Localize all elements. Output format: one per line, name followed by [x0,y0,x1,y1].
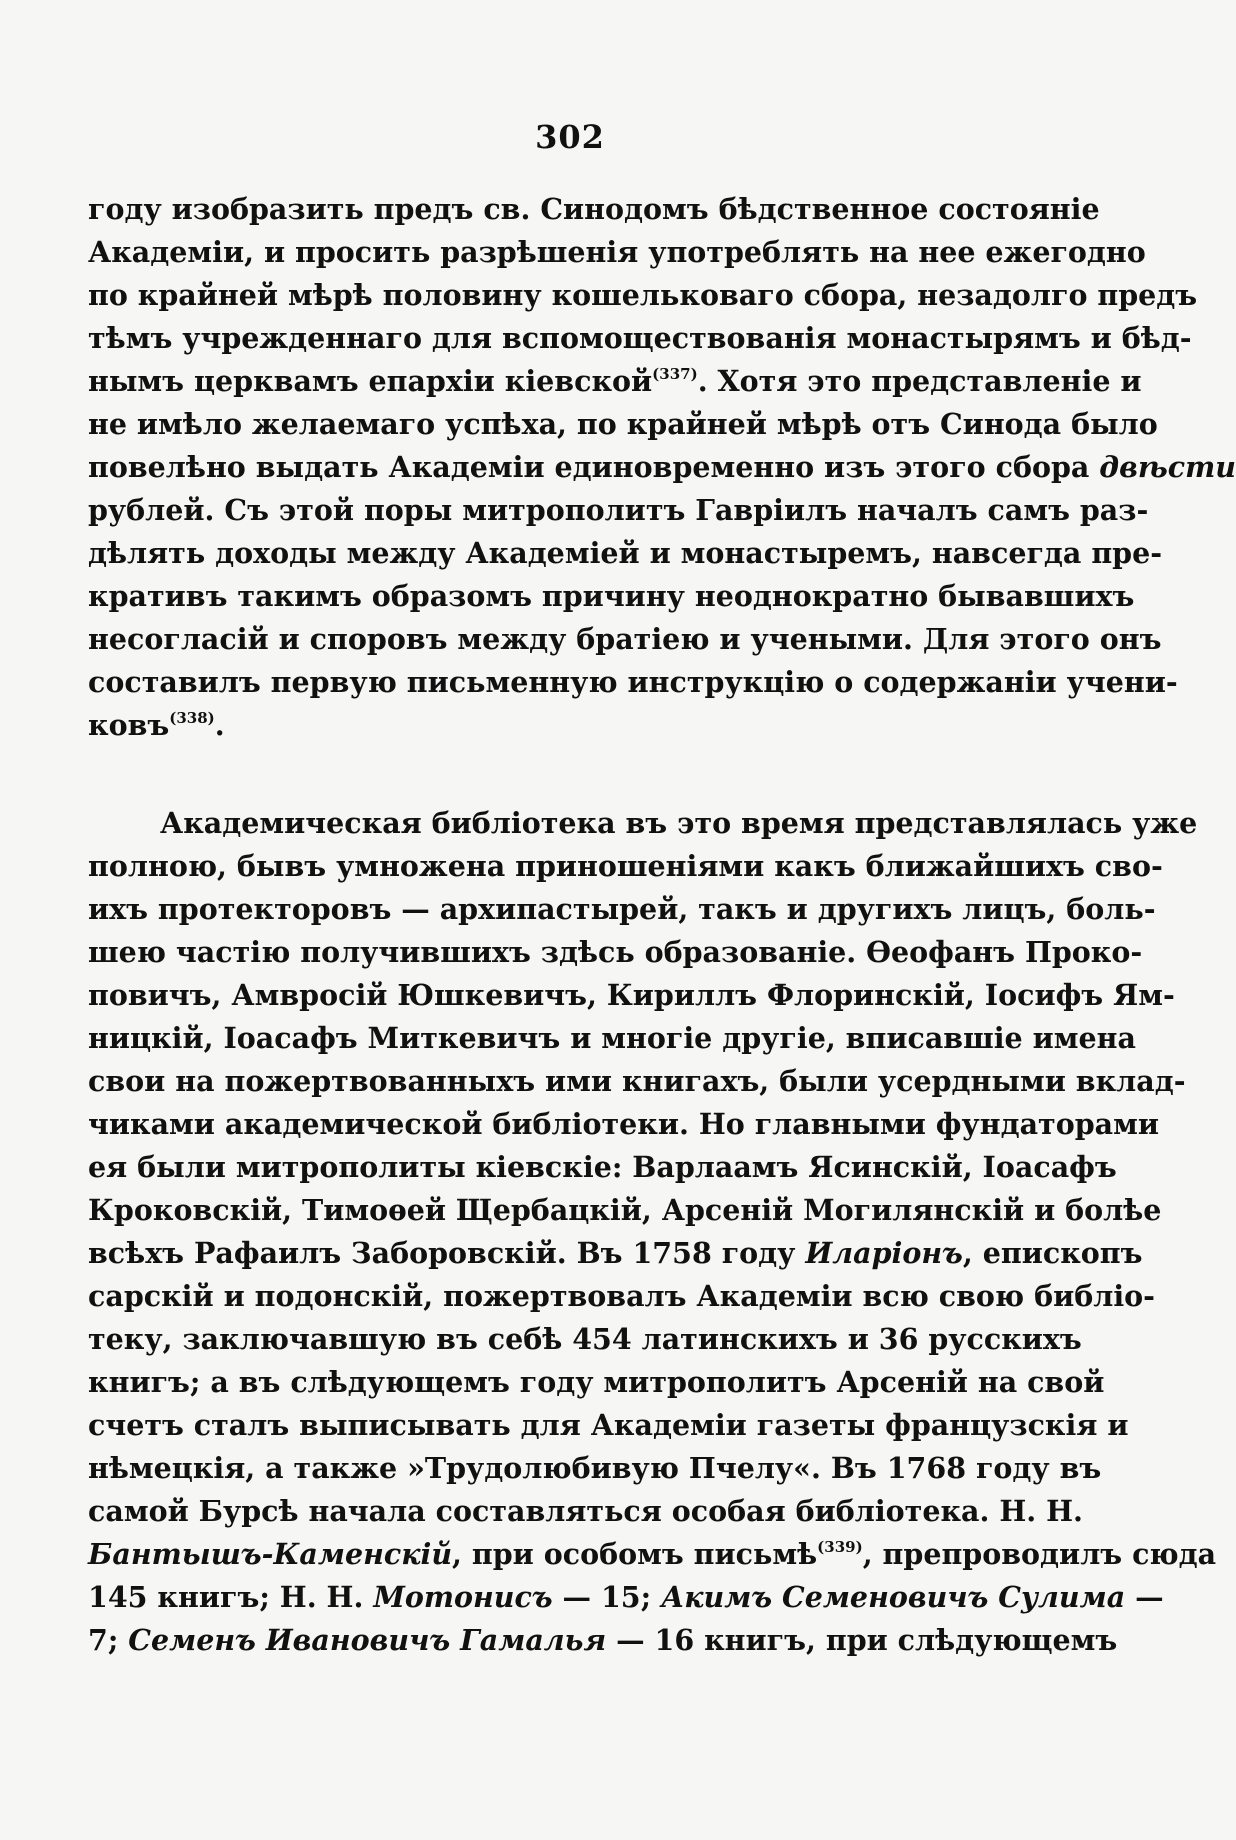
text-line [88,1189,1162,1232]
line-text: нымъ церквамъ епархіи кіевской [88,364,653,398]
line-text: по крайней мѣрѣ половину кошельковаго сбора, незадолго предъ [88,278,1198,312]
line-text: , епископъ [962,1236,1143,1270]
text-line [88,1533,1217,1576]
text-line [88,1103,1160,1146]
line-text: сарскій и подонскій, пожертвовалъ Академіи всю свою библіо- [88,1279,1155,1313]
line-text: шею частію получившихъ здѣсь образованіе. Ѳеофанъ Проко- [88,935,1143,969]
line-text: , при особомъ письмѣ [452,1537,818,1571]
italic-name: Бантышъ-Каменскій [88,1537,453,1571]
line-text: 145 книгъ; Н. Н. [88,1580,374,1614]
line-text: Кроковскій, Тимоѳей Щербацкій, Арсеній Могилянскій и болѣе [88,1193,1162,1227]
paragraph-2 [88,802,1217,1662]
line-text: несогласій и споровъ между братіею и учеными. Для этого онъ [88,622,1162,656]
text-line [88,575,1135,618]
line-text: повичъ, Амвросій Юшкевичъ, Кириллъ Флоринскій, Іосифъ Ям- [88,978,1175,1012]
text-line [88,188,1100,231]
paragraph-1 [88,188,1236,747]
line-text: кративъ такимъ образомъ причину неоднократно бывавшихъ [88,579,1135,613]
line-text: ихъ протекторовъ — архипастырей, такъ и другихъ лицъ, боль- [88,892,1156,926]
line-text: составилъ первую письменную инструкцію о содержаніи учени- [88,665,1178,699]
text-line [88,403,1158,446]
line-text: рублей. Съ этой поры митрополитъ Гавріилъ началъ самъ раз- [88,493,1149,527]
text-line [88,1017,1136,1060]
text-line [88,974,1175,1017]
line-text: книгъ; а въ слѣдующемъ году митрополитъ Арсеній на свой [88,1365,1105,1399]
line-text: повелѣно выдать Академіи единовременно изъ этого сбора [88,450,1100,484]
line-text: не имѣло желаемаго успѣха, по крайней мѣрѣ отъ Синода было [88,407,1158,441]
line-text: счетъ сталъ выписывать для Академіи газеты французскія и [88,1408,1129,1442]
italic-name: Мотонисъ [373,1580,553,1614]
footnote-ref: (338) [169,709,215,727]
text-line [88,231,1146,274]
text-line [88,274,1198,317]
text-line [88,1447,1102,1490]
line-text: чиками академической библіотеки. Но главными фундаторами [88,1107,1160,1141]
text-line [88,317,1192,360]
text-line [88,1404,1129,1447]
line-text: свои на пожертвованныхъ ими книгахъ, были усердными вклад- [88,1064,1186,1098]
italic-name: Семенъ Ивановичъ Гамалья [128,1623,607,1657]
line-text: всѣхъ Рафаилъ Заборовскій. Въ 1758 году [88,1236,806,1270]
line-text: самой Бурсѣ начала составляться особая библіотека. Н. Н. [88,1494,1083,1528]
text-line [88,845,1163,888]
text-line [88,931,1143,974]
text-line [88,360,1142,403]
line-text: . [214,708,225,742]
line-text: Академіи, и просить разрѣшенія употреблять на нее ежегодно [88,235,1146,269]
footnote-ref: (337) [652,365,698,383]
line-text: — [1125,1580,1164,1614]
line-text: . Хотя это представленіе и [697,364,1142,398]
text-line [88,1361,1105,1404]
text-line [88,618,1162,661]
line-text: — 16 книгъ, при слѣдующемъ [606,1623,1118,1657]
text-line [88,1490,1083,1533]
line-text: ницкій, Іоасафъ Миткевичъ и многіе другіе, вписавшіе имена [88,1021,1136,1055]
text-line [88,1060,1186,1103]
italic-name: двѣсти [1099,450,1236,484]
text-line [88,802,1198,845]
text-line [88,1318,1082,1361]
text-line [88,1275,1155,1318]
line-text: дѣлять доходы между Академіей и монастыремъ, навсегда пре- [88,536,1163,570]
footnote-ref: (339) [817,1538,863,1556]
page-number: 302 [535,118,605,156]
line-text: году изобразить предъ св. Синодомъ бѣдственное состояніе [88,192,1100,226]
text-line [88,532,1163,575]
line-text: тѣмъ учрежденнаго для вспомоществованія монастырямъ и бѣд- [88,321,1192,355]
line-text: 7; [88,1623,129,1657]
text-line [88,1619,1118,1662]
text-line [88,1232,1143,1275]
italic-name: Акимъ Семеновичъ Сулима [661,1580,1126,1614]
line-text: нѣмецкія, а также »Трудолюбивую Пчелу«. Въ 1768 году въ [88,1451,1102,1485]
text-line [88,888,1156,931]
line-text: ковъ [88,708,170,742]
text-line [88,489,1149,532]
text-line [88,661,1178,704]
line-text: полною, бывъ умножена приношеніями какъ ближайшихъ сво- [88,849,1163,883]
italic-name: Иларіонъ [805,1236,963,1270]
line-text: ея были митрополиты кіевскіе: Варлаамъ Ясинскій, Іоасафъ [88,1150,1117,1184]
text-line [88,704,1050,747]
line-text: — 15; [552,1580,662,1614]
line-text: теку, заключавшую въ себѣ 454 латинскихъ и 36 русскихъ [88,1322,1082,1356]
line-text: , препроводилъ сюда [862,1537,1217,1571]
text-line [88,1146,1117,1189]
text-line [88,1576,1164,1619]
text-line [88,446,1236,489]
line-text: Академическая библіотека въ это время представлялась уже [160,806,1198,840]
